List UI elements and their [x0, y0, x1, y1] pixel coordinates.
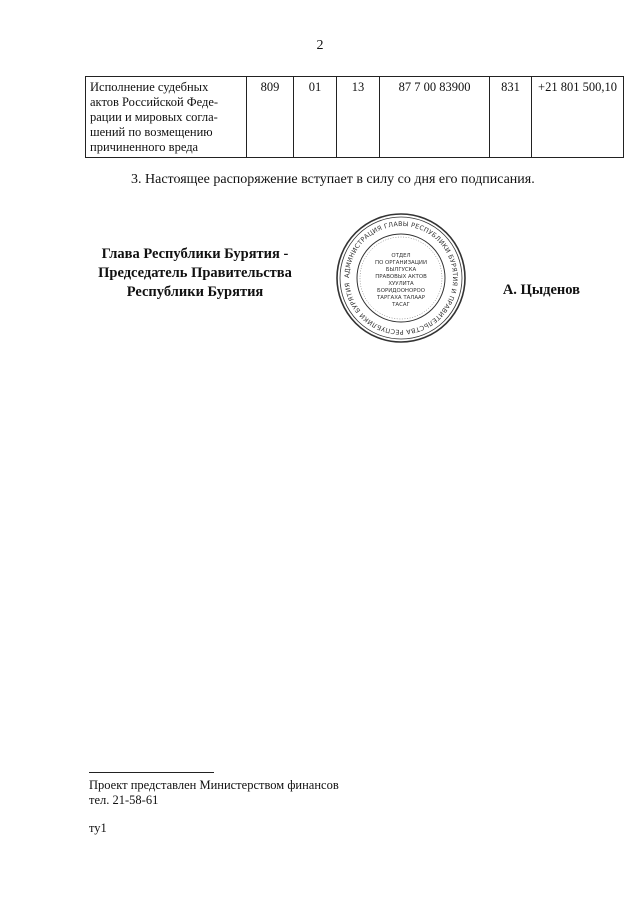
- seal-line: БЫЛГУСКА: [385, 267, 417, 273]
- footnote-divider: [89, 772, 214, 773]
- footnote-submitted-by: Проект представлен Министерством финансов: [89, 778, 339, 792]
- executor-mark: ту1: [89, 821, 107, 835]
- table-cell-expense-type: 831: [490, 77, 532, 158]
- seal-line: БОРИДООНОРОО: [377, 288, 425, 294]
- official-seal-icon: [335, 212, 467, 344]
- seal-line: ТАСАГ: [392, 302, 410, 308]
- table-cell-target-article: 87 7 00 83900: [380, 77, 490, 158]
- table-row: [86, 77, 624, 158]
- page-number: 2: [316, 38, 324, 53]
- seal-line: ХУУЛИТА: [388, 281, 414, 287]
- signatory-title: Глава Республики Бурятия - Председатель Правительства Республики Бурятия: [98, 246, 292, 300]
- table-cell-ministry-code: 809: [247, 77, 294, 158]
- footnote: [89, 778, 339, 808]
- footnote-phone: тел. 21-58-61: [89, 793, 159, 807]
- seal-line: ТАРГАХА ТАЛААР: [377, 295, 425, 301]
- signer-name: А. Цыденов: [502, 282, 580, 298]
- seal-line: ОТДЕЛ: [391, 253, 411, 259]
- seal-line: ПО ОРГАНИЗАЦИИ: [375, 260, 427, 266]
- seal-line: ПРАВОВЫХ АКТОВ: [375, 274, 427, 280]
- table-cell-subsection: 13: [337, 77, 380, 158]
- effective-clause: 3. Настоящее распоряжение вступает в силу со дня его подписания.: [131, 172, 535, 187]
- budget-table: [85, 76, 624, 158]
- table-cell-description: Исполнение судебных актов Российской Феде- рации и мировых согла- шений по возмещению причиненного вреда: [86, 77, 247, 158]
- table-cell-amount: +21 801 500,10: [532, 77, 624, 158]
- seal-outer-text: АДМИНИСТРАЦИЯ ГЛАВЫ РЕСПУБЛИКИ БУРЯТИЯ И ПРАВИТЕЛЬСТВА РЕСПУБЛИКИ БУРЯТИЯ: [342, 219, 460, 337]
- table-cell-section: 01: [294, 77, 337, 158]
